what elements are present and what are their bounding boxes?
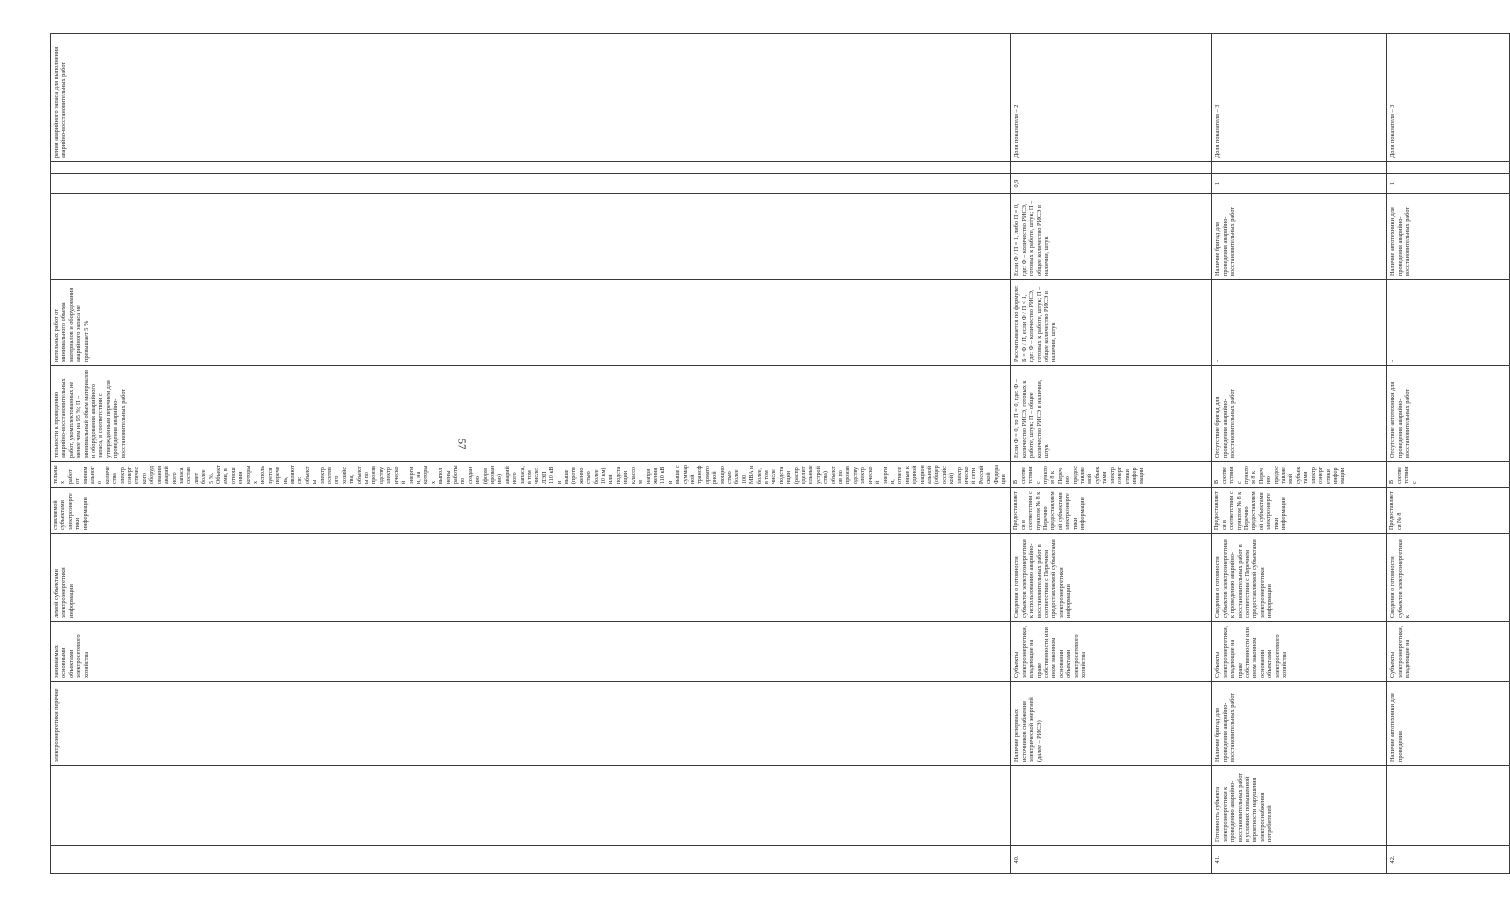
cell-subjects: занимаемых основными объектами электросетевого хозяйства: [51, 622, 1011, 682]
cell-level: 0,9: [1011, 174, 1212, 194]
cell-formula: В соответствии с пунктом 8 к Перечню предоставляемой субъектами электроэнергетики информации: [1212, 462, 1387, 488]
cell-info: Сведения о готовности субъектов электроэнергетики к проведению аварийно-восстановительных работ в соответствии с Перечнем предоставляемой субъектами электроэнергетики информации: [1212, 534, 1387, 622]
cell-source: Предоставляется в соответствии с пунктом № 8 к Перечню предоставляемой субъектами электроэнергетики информации: [1011, 488, 1212, 534]
table-row: [51, 34, 1011, 874]
cell-info: лемой субъектами электроэнергетики информации: [51, 534, 1011, 622]
table-row: [1387, 34, 1510, 874]
cell-info: Сведения о готовности субъектов электроэнергетики к: [1387, 534, 1510, 622]
cell-subjects: Субъекты электроэнергетики, владеющие на праве собственности или ином законном основании объектами электросетевого хозяйства: [1011, 622, 1212, 682]
cell-num: 40.: [1011, 846, 1212, 874]
cell-spacer: [1387, 162, 1510, 174]
table-row: [1212, 34, 1387, 874]
cell-spacer: [51, 162, 1011, 174]
cell-formula: тельных работ от минимального количества электроэнергетического оборудования аварийного запаса составляет более 5 %. Объектами, в отношении которых используется перечень, являются: объекты электросетевого хозяйства, объекты по производству электрической энергии, на которых выполнены работы по созданию (формированию) аварийного запаса, в том числе: ЛЭП 110 кВ и выше (протяженностью более 10 км) или подстанции классом напряжения 110 кВ и выше с суммарной трансформаторной мощностью более 100 МВА и более, в том числе подстанции (распределительные устройства) объектов по производству электрической энергии, отнесенные к единой национальной (общероссийской) электрической сети Российской Федерации: [51, 462, 1011, 488]
cell-calc: тельности к проведению аварийно-восстановительных работ, укомплектованных не менее чем на 95 %; П – минимальный объем материалов и оборудования аварийного запаса, в соответствии с утвержденным перечнем для проведения аварийно-восстановительных работ: [51, 366, 1011, 462]
cell-indicator: [1011, 766, 1212, 846]
cell-note: рения аварийного запаса для выполнения аварийно-восстановительных работ: [51, 34, 1011, 162]
cell-source: ставляемой субъектами электроэнергетики информации: [51, 488, 1011, 534]
cell-source: Предоставляется в соответствии с пунктом № 8 к Перечню предоставляемой субъектами электроэнергетики информации: [1212, 488, 1387, 534]
rotated-table-container: [50, 34, 1418, 874]
cell-name: Наличие автотехники для проведения: [1387, 682, 1510, 766]
cell-subjects: Субъекты электроэнергетики, владеющие на: [1387, 622, 1510, 682]
cell-name: электроэнергетики перечне: [51, 682, 1011, 766]
cell-num: 42.: [1387, 846, 1510, 874]
cell-note: Доля показателя – 2: [1011, 34, 1212, 162]
cell-formula: В соответствии с пунктом 8 к Перечню предоставляемой субъектами электроэнергетики информации: [1011, 462, 1212, 488]
cell-indicator: [51, 766, 1011, 846]
cell-level: 1: [1212, 174, 1387, 194]
cell-calc: Отсутствие автотехники для проведения аварийно-восстановительных работ: [1387, 366, 1510, 462]
cell-criterion: Рассчитывается по формуле: Б = Ф / П, если Ф / П < 1, где: Ф – количество РИСЭ, готовых к работе, штук; П – общее количество РИСЭ в наличии, штук: [1011, 280, 1212, 366]
cell-indicator: [1387, 766, 1510, 846]
cell-weight: Наличие бригад для проведения аварийно-восстановительных работ: [1212, 194, 1387, 280]
cell-level: [51, 174, 1011, 194]
cell-name: Наличие резервных источников снабжения электрической энергией (далее – РИСЭ): [1011, 682, 1212, 766]
cell-weight: Наличие автотехники для проведения аварийно-восстановительных работ: [1387, 194, 1510, 280]
cell-num: [51, 846, 1011, 874]
cell-subjects: Субъекты электроэнергетики, владеющие на праве собственности или ином законном основании объектами электросетевого хозяйства: [1212, 622, 1387, 682]
cell-spacer: [1212, 162, 1387, 174]
cell-note: Доля показателя – 3: [1212, 34, 1387, 162]
cell-weight: Если Ф / П = 1, либо П = 0, где: Ф – количество РИСЭ, готовых к работе, штук; П – общее количество РИСЭ в наличии, штук: [1011, 194, 1212, 280]
cell-indicator: Готовность субъекта электроэнергетики к проведению аварийно-восстановительных работ в условиях повышенной вероятности нарушения электроснабжения потребителей: [1212, 766, 1387, 846]
cell-name: Наличие бригад для проведения аварийно-восстановительных работ: [1212, 682, 1387, 766]
cell-spacer: [1011, 162, 1212, 174]
cell-num: 41.: [1212, 846, 1387, 874]
cell-calc: Отсутствие бригад для проведения аварийно-восстановительных работ: [1212, 366, 1387, 462]
table-row: [1011, 34, 1212, 874]
cell-note: Доля показателя – 3: [1387, 34, 1510, 162]
cell-criterion: -: [1212, 280, 1387, 366]
cell-calc: Если Ф = 0, то П = 0, где: Ф – количество РИСЭ, готовых к работе, штук; П – общее количество РИСЭ в наличии, штук: [1011, 366, 1212, 462]
page-number: 57: [455, 438, 468, 450]
indicator-table: [50, 33, 1510, 874]
cell-formula: В соответствии с: [1387, 462, 1510, 488]
cell-info: Сведения о готовности субъектов электроэнергетики к использованию аварийно-восстановительных работ в соответствии с Перечнем предоставляемой субъектами электроэнергетики информации: [1011, 534, 1212, 622]
cell-source: Предоставляется № 8: [1387, 488, 1510, 534]
cell-criterion: нительных работ от минимального объема материалов и оборудования аварийного запаса не превышает 5 %: [51, 280, 1011, 366]
cell-level: 1: [1387, 174, 1510, 194]
cell-weight: [51, 194, 1011, 280]
cell-criterion: -: [1387, 280, 1510, 366]
